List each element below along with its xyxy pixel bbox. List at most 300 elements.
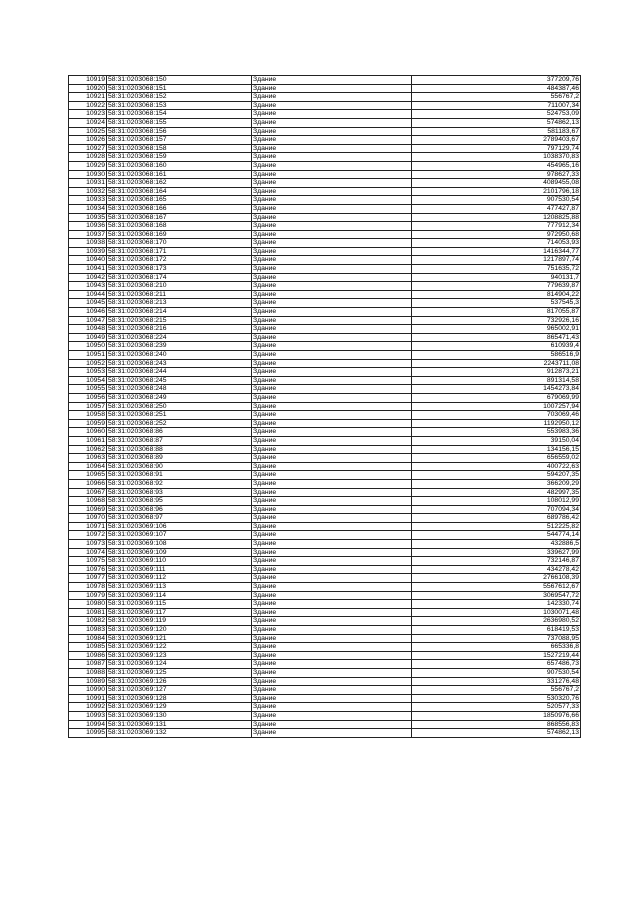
cadastral-value: 2636980,52 [412, 617, 581, 626]
cadastral-number: 58:31:0203068:251 [107, 411, 252, 420]
cadastral-number: 58:31:0203068:97 [107, 514, 252, 523]
row-number: 10990 [69, 686, 107, 695]
row-number: 10973 [69, 540, 107, 549]
cadastral-number: 58:31:0203069:117 [107, 608, 252, 617]
cadastral-value: 477427,87 [412, 204, 581, 213]
table-row [69, 703, 581, 712]
object-type: Здание [252, 677, 412, 686]
cadastral-number: 58:31:0203069:112 [107, 574, 252, 583]
cadastral-number: 58:31:0203068:154 [107, 110, 252, 119]
row-number: 10967 [69, 488, 107, 497]
cadastral-number: 58:31:0203068:249 [107, 393, 252, 402]
row-number: 10946 [69, 308, 107, 317]
object-type: Здание [252, 634, 412, 643]
object-type: Здание [252, 127, 412, 136]
cadastral-number: 58:31:0203068:167 [107, 213, 252, 222]
cadastral-value: 574862,13 [412, 729, 581, 738]
table-row [69, 393, 581, 402]
cadastral-value: 377209,76 [412, 76, 581, 85]
row-number: 10980 [69, 600, 107, 609]
cadastral-number: 58:31:0203068:165 [107, 196, 252, 205]
object-type: Здание [252, 110, 412, 119]
cadastral-number: 58:31:0203068:155 [107, 118, 252, 127]
cadastral-number: 58:31:0203068:168 [107, 222, 252, 231]
cadastral-number: 58:31:0203069:130 [107, 711, 252, 720]
row-number: 10969 [69, 505, 107, 514]
row-number: 10959 [69, 419, 107, 428]
cadastral-value: 594207,35 [412, 471, 581, 480]
cadastral-number: 58:31:0203069:125 [107, 668, 252, 677]
object-type: Здание [252, 290, 412, 299]
object-type: Здание [252, 471, 412, 480]
row-number: 10961 [69, 436, 107, 445]
cadastral-number: 58:31:0203069:126 [107, 677, 252, 686]
cadastral-number: 58:31:0203069:107 [107, 531, 252, 540]
row-number: 10940 [69, 256, 107, 265]
cadastral-number: 58:31:0203069:128 [107, 694, 252, 703]
row-number: 10932 [69, 187, 107, 196]
cadastral-value: 366209,29 [412, 479, 581, 488]
row-number: 10957 [69, 402, 107, 411]
table-row [69, 161, 581, 170]
cadastral-number: 58:31:0203068:173 [107, 265, 252, 274]
table-row [69, 239, 581, 248]
cadastral-number: 58:31:0203068:248 [107, 385, 252, 394]
object-type: Здание [252, 617, 412, 626]
cadastral-number: 58:31:0203068:87 [107, 436, 252, 445]
table-row [69, 729, 581, 738]
object-type: Здание [252, 316, 412, 325]
object-type: Здание [252, 660, 412, 669]
row-number: 10926 [69, 136, 107, 145]
row-number: 10931 [69, 179, 107, 188]
object-type: Здание [252, 557, 412, 566]
cadastral-value: 817055,87 [412, 308, 581, 317]
cadastral-value: 2101796,18 [412, 187, 581, 196]
cadastral-value: 556767,2 [412, 93, 581, 102]
table-row [69, 608, 581, 617]
cadastral-value: 714053,93 [412, 239, 581, 248]
object-type: Здание [252, 548, 412, 557]
object-type: Здание [252, 222, 412, 231]
cadastral-value: 1030071,48 [412, 608, 581, 617]
object-type: Здание [252, 583, 412, 592]
row-number: 10925 [69, 127, 107, 136]
table-row [69, 462, 581, 471]
cadastral-number: 58:31:0203068:162 [107, 179, 252, 188]
cadastral-value: 512225,82 [412, 522, 581, 531]
row-number: 10952 [69, 359, 107, 368]
cadastral-value: 520577,33 [412, 703, 581, 712]
object-type: Здание [252, 729, 412, 738]
table-row [69, 76, 581, 85]
object-type: Здание [252, 479, 412, 488]
object-type: Здание [252, 462, 412, 471]
object-type: Здание [252, 411, 412, 420]
row-number: 10966 [69, 479, 107, 488]
object-type: Здание [252, 402, 412, 411]
row-number: 10975 [69, 557, 107, 566]
table-row [69, 497, 581, 506]
cadastral-value: 39150,04 [412, 436, 581, 445]
row-number: 10985 [69, 643, 107, 652]
cadastral-number: 58:31:0203068:240 [107, 351, 252, 360]
cadastral-number: 58:31:0203069:131 [107, 720, 252, 729]
object-type: Здание [252, 686, 412, 695]
object-type: Здание [252, 256, 412, 265]
cadastral-number: 58:31:0203068:92 [107, 479, 252, 488]
cadastral-number: 58:31:0203068:243 [107, 359, 252, 368]
object-type: Здание [252, 428, 412, 437]
row-number: 10965 [69, 471, 107, 480]
cadastral-number: 58:31:0203068:150 [107, 76, 252, 85]
table-row [69, 548, 581, 557]
cadastral-number: 58:31:0203068:158 [107, 144, 252, 153]
cadastral-value: 779639,87 [412, 282, 581, 291]
cadastral-number: 58:31:0203069:113 [107, 583, 252, 592]
object-type: Здание [252, 497, 412, 506]
object-type: Здание [252, 574, 412, 583]
row-number: 10986 [69, 651, 107, 660]
table-row [69, 118, 581, 127]
cadastral-number: 58:31:0203069:119 [107, 617, 252, 626]
object-type: Здание [252, 144, 412, 153]
cadastral-value: 574862,13 [412, 118, 581, 127]
row-number: 10934 [69, 204, 107, 213]
object-type: Здание [252, 101, 412, 110]
cadastral-value: 865471,43 [412, 333, 581, 342]
row-number: 10923 [69, 110, 107, 119]
cadastral-number: 58:31:0203068:86 [107, 428, 252, 437]
cadastral-value: 524753,09 [412, 110, 581, 119]
cadastral-value: 737088,95 [412, 634, 581, 643]
row-number: 10995 [69, 729, 107, 738]
object-type: Здание [252, 720, 412, 729]
cadastral-number: 58:31:0203068:172 [107, 256, 252, 265]
row-number: 10983 [69, 626, 107, 635]
object-type: Здание [252, 351, 412, 360]
row-number: 10968 [69, 497, 107, 506]
object-type: Здание [252, 514, 412, 523]
row-number: 10945 [69, 299, 107, 308]
object-type: Здание [252, 445, 412, 454]
row-number: 10989 [69, 677, 107, 686]
cadastral-number: 58:31:0203068:244 [107, 368, 252, 377]
table-row [69, 540, 581, 549]
table-row [69, 196, 581, 205]
cadastral-number: 58:31:0203069:120 [107, 626, 252, 635]
cadastral-value: 400722,63 [412, 462, 581, 471]
cadastral-value: 732146,87 [412, 557, 581, 566]
object-type: Здание [252, 76, 412, 85]
row-number: 10933 [69, 196, 107, 205]
object-type: Здание [252, 531, 412, 540]
cadastral-number: 58:31:0203069:124 [107, 660, 252, 669]
row-number: 10960 [69, 428, 107, 437]
cadastral-number: 58:31:0203068:156 [107, 127, 252, 136]
row-number: 10935 [69, 213, 107, 222]
row-number: 10964 [69, 462, 107, 471]
row-number: 10987 [69, 660, 107, 669]
row-number: 10988 [69, 668, 107, 677]
table-row [69, 127, 581, 136]
table-row [69, 110, 581, 119]
cadastral-value: 434278,42 [412, 565, 581, 574]
cadastral-value: 703069,46 [412, 411, 581, 420]
table-row [69, 479, 581, 488]
cadastral-value: 2243711,08 [412, 359, 581, 368]
table-row [69, 247, 581, 256]
row-number: 10994 [69, 720, 107, 729]
table-row [69, 436, 581, 445]
table-row [69, 677, 581, 686]
cadastral-value: 657486,73 [412, 660, 581, 669]
row-number: 10954 [69, 376, 107, 385]
row-number: 10972 [69, 531, 107, 540]
cadastral-number: 58:31:0203068:161 [107, 170, 252, 179]
cadastral-number: 58:31:0203069:109 [107, 548, 252, 557]
table-row [69, 522, 581, 531]
cadastral-value: 912873,21 [412, 368, 581, 377]
cadastral-number: 58:31:0203069:132 [107, 729, 252, 738]
cadastral-value: 553983,36 [412, 428, 581, 437]
row-number: 10942 [69, 273, 107, 282]
row-number: 10962 [69, 445, 107, 454]
object-type: Здание [252, 213, 412, 222]
row-number: 10941 [69, 265, 107, 274]
row-number: 10963 [69, 454, 107, 463]
table-row [69, 428, 581, 437]
cadastral-value: 1527219,44 [412, 651, 581, 660]
cadastral-value: 1416344,77 [412, 247, 581, 256]
cadastral-value: 3069547,72 [412, 591, 581, 600]
cadastral-number: 58:31:0203069:115 [107, 600, 252, 609]
object-type: Здание [252, 385, 412, 394]
table-row [69, 686, 581, 695]
cadastral-value: 454965,16 [412, 161, 581, 170]
object-type: Здание [252, 488, 412, 497]
object-type: Здание [252, 540, 412, 549]
object-type: Здание [252, 608, 412, 617]
cadastral-value: 777912,34 [412, 222, 581, 231]
cadastral-value: 751635,72 [412, 265, 581, 274]
row-number: 10977 [69, 574, 107, 583]
cadastral-value: 891314,58 [412, 376, 581, 385]
table-row [69, 600, 581, 609]
cadastral-value: 940131,7 [412, 273, 581, 282]
row-number: 10955 [69, 385, 107, 394]
object-type: Здание [252, 187, 412, 196]
table-row [69, 325, 581, 334]
cadastral-value: 965002,91 [412, 325, 581, 334]
cadastral-value: 581183,67 [412, 127, 581, 136]
table-row [69, 660, 581, 669]
cadastral-number: 58:31:0203069:129 [107, 703, 252, 712]
table-row [69, 101, 581, 110]
row-number: 10993 [69, 711, 107, 720]
object-type: Здание [252, 136, 412, 145]
table-row [69, 557, 581, 566]
cadastral-number: 58:31:0203068:239 [107, 342, 252, 351]
cadastral-value: 797129,74 [412, 144, 581, 153]
table-row [69, 514, 581, 523]
object-type: Здание [252, 333, 412, 342]
table-row [69, 153, 581, 162]
cadastral-value: 331276,48 [412, 677, 581, 686]
row-number: 10991 [69, 694, 107, 703]
row-number: 10922 [69, 101, 107, 110]
row-number: 10939 [69, 247, 107, 256]
cadastral-number: 58:31:0203069:114 [107, 591, 252, 600]
cadastral-number: 58:31:0203069:122 [107, 643, 252, 652]
cadastral-value: 711007,34 [412, 101, 581, 110]
row-number: 10951 [69, 351, 107, 360]
row-number: 10924 [69, 118, 107, 127]
cadastral-value: 679069,99 [412, 393, 581, 402]
object-type: Здание [252, 342, 412, 351]
object-type: Здание [252, 84, 412, 93]
cadastral-value: 1007257,94 [412, 402, 581, 411]
cadastral-value: 907530,54 [412, 668, 581, 677]
row-number: 10943 [69, 282, 107, 291]
table-row [69, 634, 581, 643]
object-type: Здание [252, 265, 412, 274]
cadastral-value: 108012,99 [412, 497, 581, 506]
cadastral-value: 556767,2 [412, 686, 581, 695]
object-type: Здание [252, 454, 412, 463]
table-row [69, 144, 581, 153]
object-type: Здание [252, 436, 412, 445]
cadastral-number: 58:31:0203068:93 [107, 488, 252, 497]
cadastral-value: 732926,16 [412, 316, 581, 325]
cadastral-number: 58:31:0203068:214 [107, 308, 252, 317]
table-row [69, 187, 581, 196]
row-number: 10938 [69, 239, 107, 248]
cadastral-value: 978627,33 [412, 170, 581, 179]
cadastral-number: 58:31:0203068:159 [107, 153, 252, 162]
table-row [69, 282, 581, 291]
table-row [69, 256, 581, 265]
object-type: Здание [252, 393, 412, 402]
cadastral-number: 58:31:0203068:252 [107, 419, 252, 428]
table-row [69, 591, 581, 600]
table-row [69, 316, 581, 325]
cadastral-value: 134156,15 [412, 445, 581, 454]
table-row [69, 720, 581, 729]
cadastral-number: 58:31:0203068:151 [107, 84, 252, 93]
object-type: Здание [252, 522, 412, 531]
table-row [69, 170, 581, 179]
cadastral-number: 58:31:0203069:111 [107, 565, 252, 574]
table-row [69, 351, 581, 360]
cadastral-number: 58:31:0203068:174 [107, 273, 252, 282]
table-row [69, 93, 581, 102]
cadastral-number: 58:31:0203068:166 [107, 204, 252, 213]
object-type: Здание [252, 118, 412, 127]
object-type: Здание [252, 651, 412, 660]
row-number: 10947 [69, 316, 107, 325]
row-number: 10949 [69, 333, 107, 342]
table-row [69, 342, 581, 351]
table-row [69, 179, 581, 188]
row-number: 10944 [69, 290, 107, 299]
row-number: 10928 [69, 153, 107, 162]
cadastral-number: 58:31:0203068:245 [107, 376, 252, 385]
cadastral-number: 58:31:0203068:170 [107, 239, 252, 248]
object-type: Здание [252, 247, 412, 256]
object-type: Здание [252, 376, 412, 385]
object-type: Здание [252, 711, 412, 720]
cadastral-value: 1038370,83 [412, 153, 581, 162]
object-type: Здание [252, 170, 412, 179]
table-row [69, 626, 581, 635]
row-number: 10976 [69, 565, 107, 574]
table-row [69, 711, 581, 720]
cadastral-number: 58:31:0203068:224 [107, 333, 252, 342]
object-type: Здание [252, 179, 412, 188]
table-row [69, 402, 581, 411]
table-row [69, 376, 581, 385]
object-type: Здание [252, 600, 412, 609]
cadastral-value: 1208825,88 [412, 213, 581, 222]
cadastral-value: 656559,02 [412, 454, 581, 463]
row-number: 10953 [69, 368, 107, 377]
object-type: Здание [252, 153, 412, 162]
object-type: Здание [252, 161, 412, 170]
cadastral-value: 339627,99 [412, 548, 581, 557]
cadastral-number: 58:31:0203068:213 [107, 299, 252, 308]
object-type: Здание [252, 308, 412, 317]
table-row [69, 651, 581, 660]
row-number: 10936 [69, 222, 107, 231]
cadastral-number: 58:31:0203068:250 [107, 402, 252, 411]
table-row [69, 385, 581, 394]
cadastral-value: 432886,5 [412, 540, 581, 549]
row-number: 10956 [69, 393, 107, 402]
row-number: 10979 [69, 591, 107, 600]
object-type: Здание [252, 694, 412, 703]
cadastral-value: 586516,9 [412, 351, 581, 360]
object-type: Здание [252, 359, 412, 368]
cadastral-value: 618419,53 [412, 626, 581, 635]
row-number: 10919 [69, 76, 107, 85]
row-number: 10948 [69, 325, 107, 334]
object-type: Здание [252, 419, 412, 428]
cadastral-value: 482997,35 [412, 488, 581, 497]
cadastral-number: 58:31:0203068:152 [107, 93, 252, 102]
cadastral-value: 5567612,67 [412, 583, 581, 592]
cadastral-number: 58:31:0203068:169 [107, 230, 252, 239]
object-type: Здание [252, 626, 412, 635]
table-row [69, 84, 581, 93]
table-row [69, 273, 581, 282]
table-row [69, 668, 581, 677]
object-type: Здание [252, 325, 412, 334]
cadastral-number: 58:31:0203069:106 [107, 522, 252, 531]
row-number: 10982 [69, 617, 107, 626]
row-number: 10981 [69, 608, 107, 617]
cadastral-number: 58:31:0203069:108 [107, 540, 252, 549]
table-row [69, 411, 581, 420]
row-number: 10929 [69, 161, 107, 170]
object-type: Здание [252, 668, 412, 677]
cadastral-table [68, 75, 581, 738]
cadastral-number: 58:31:0203069:121 [107, 634, 252, 643]
table-row [69, 488, 581, 497]
cadastral-number: 58:31:0203068:95 [107, 497, 252, 506]
cadastral-value: 665336,8 [412, 643, 581, 652]
cadastral-number: 58:31:0203068:157 [107, 136, 252, 145]
